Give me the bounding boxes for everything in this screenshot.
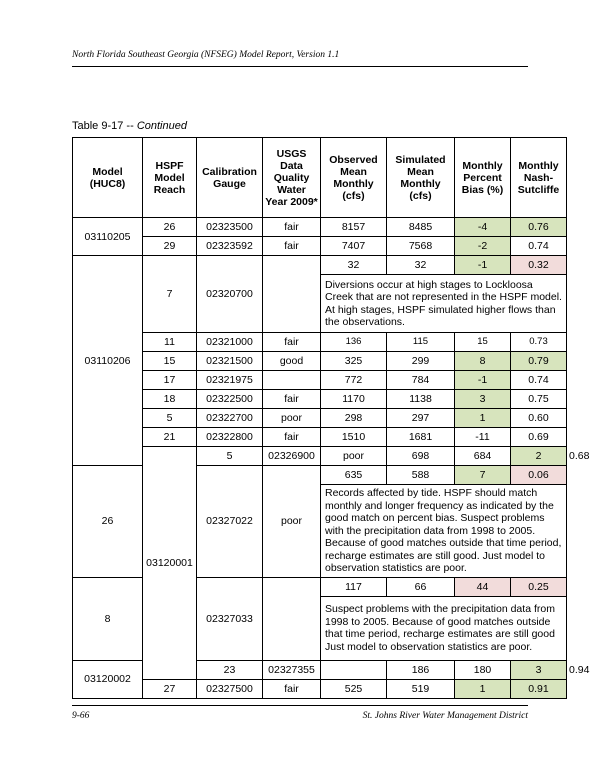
col-header-simulated: Simulated Mean Monthly (cfs) xyxy=(387,138,455,218)
quality-cell: poor xyxy=(263,466,321,578)
simulated-cell: 180 xyxy=(455,660,511,679)
bias-cell: -4 xyxy=(455,218,511,237)
observed-cell: 772 xyxy=(321,371,387,390)
model-cell: 03120002 xyxy=(73,660,143,698)
quality-cell: fair xyxy=(263,679,321,698)
nash-cell: 0.69 xyxy=(511,428,567,447)
table-row xyxy=(73,371,567,390)
nash-cell: 0.91 xyxy=(511,679,567,698)
simulated-cell: 519 xyxy=(387,679,455,698)
observed-cell: 8157 xyxy=(321,218,387,237)
quality-cell xyxy=(263,371,321,390)
bias-cell: -2 xyxy=(455,237,511,256)
gauge-cell: 02327022 xyxy=(197,466,263,578)
bias-cell: 44 xyxy=(455,577,511,596)
gauge-cell: 02322500 xyxy=(197,390,263,409)
page-number: 9-66 xyxy=(72,711,90,721)
observed-cell: 1510 xyxy=(321,428,387,447)
table-row: 03120002 23 02327355 186 180 3 0.94 xyxy=(73,660,567,679)
gauge-cell: 02327500 xyxy=(197,679,263,698)
quality-cell: fair xyxy=(263,218,321,237)
caption-continued: Continued xyxy=(136,120,187,132)
simulated-cell: 66 xyxy=(387,577,455,596)
col-header-quality: USGS Data Quality Water Year 2009* xyxy=(263,138,321,218)
observed-cell: 525 xyxy=(321,679,387,698)
bias-cell: -1 xyxy=(455,256,511,275)
table-row xyxy=(73,237,567,256)
gauge-cell: 02326900 xyxy=(263,447,321,466)
reach-cell: 8 xyxy=(73,577,143,660)
quality-cell: fair xyxy=(263,428,321,447)
bias-cell: 1 xyxy=(455,409,511,428)
observed-cell: 7407 xyxy=(321,237,387,256)
observed-cell: 325 xyxy=(321,352,387,371)
simulated-cell: 297 xyxy=(387,409,455,428)
quality-cell: good xyxy=(263,352,321,371)
nash-cell: 0.79 xyxy=(511,352,567,371)
gauge-cell: 02321500 xyxy=(197,352,263,371)
reach-cell: 11 xyxy=(143,333,197,352)
header-row xyxy=(73,138,567,218)
simulated-cell: 684 xyxy=(455,447,511,466)
bias-cell: 15 xyxy=(455,333,511,352)
quality-cell: poor xyxy=(321,447,387,466)
bias-cell: 2 xyxy=(511,447,567,466)
col-header-gauge: Calibration Gauge xyxy=(197,138,263,218)
reach-cell: 29 xyxy=(143,237,197,256)
reach-cell: 5 xyxy=(143,409,197,428)
gauge-cell: 02321975 xyxy=(197,371,263,390)
bias-cell: 8 xyxy=(455,352,511,371)
reach-cell: 26 xyxy=(143,218,197,237)
reach-cell: 27 xyxy=(143,679,197,698)
quality-cell: fair xyxy=(263,333,321,352)
bias-cell: 3 xyxy=(511,660,567,679)
nash-cell: 0.60 xyxy=(511,409,567,428)
bias-cell: -1 xyxy=(455,371,511,390)
nash-cell: 0.75 xyxy=(511,390,567,409)
gauge-cell: 02327355 xyxy=(263,660,321,679)
reach-cell: 18 xyxy=(143,390,197,409)
gauge-cell: 02323592 xyxy=(197,237,263,256)
observed-cell: 117 xyxy=(321,577,387,596)
nash-cell: 0.06 xyxy=(511,466,567,485)
quality-cell: fair xyxy=(263,237,321,256)
simulated-cell: 115 xyxy=(387,333,455,352)
table-caption xyxy=(72,120,187,132)
gauge-cell: 02323500 xyxy=(197,218,263,237)
reach-cell: 7 xyxy=(143,256,197,333)
model-cell: 03120001 xyxy=(143,447,197,680)
table-row xyxy=(73,333,567,352)
gauge-cell: 02320700 xyxy=(197,256,263,333)
quality-cell: fair xyxy=(263,390,321,409)
table-row: 03120001 5 02326900 poor 698 684 2 0.68 xyxy=(73,447,567,466)
observed-cell: 298 xyxy=(321,409,387,428)
table-row xyxy=(73,256,567,275)
quality-cell xyxy=(321,660,387,679)
nash-cell: 0.74 xyxy=(511,371,567,390)
nash-cell: 0.32 xyxy=(511,256,567,275)
simulated-cell: 1681 xyxy=(387,428,455,447)
gauge-cell: 02322800 xyxy=(197,428,263,447)
caption-prefix: Table 9-17 -- xyxy=(72,120,137,132)
observed-cell: 1170 xyxy=(321,390,387,409)
observed-cell: 635 xyxy=(321,466,387,485)
table-row xyxy=(73,679,567,698)
gauge-cell: 02327033 xyxy=(197,577,263,660)
quality-cell xyxy=(263,577,321,660)
table-row xyxy=(73,218,567,237)
table-row xyxy=(73,352,567,371)
bias-cell: -11 xyxy=(455,428,511,447)
col-header-observed: Observed Mean Monthly (cfs) xyxy=(321,138,387,218)
simulated-cell: 1138 xyxy=(387,390,455,409)
model-cell: 03110206 xyxy=(73,256,143,466)
bias-cell: 1 xyxy=(455,679,511,698)
footer-organization: St. Johns River Water Management District xyxy=(362,711,528,721)
simulated-cell: 32 xyxy=(387,256,455,275)
bias-cell: 3 xyxy=(455,390,511,409)
model-cell: 03110205 xyxy=(73,218,143,256)
calibration-table xyxy=(72,137,590,699)
note-cell: Records affected by tide. HSPF should match monthly and longer frequency as indicated by the good match on percent bias. Suspect problems with the precipitation data from 1998 to 2005. Because of good matches outside that time period, recharge estimates are still good. Just model to observation statistics are poor. xyxy=(321,485,567,578)
table-row xyxy=(73,409,567,428)
gauge-cell: 02321000 xyxy=(197,333,263,352)
simulated-cell: 7568 xyxy=(387,237,455,256)
footer-rule xyxy=(72,705,528,706)
nash-cell: 0.73 xyxy=(511,333,567,352)
col-header-reach: HSPF Model Reach xyxy=(143,138,197,218)
reach-cell: 15 xyxy=(143,352,197,371)
simulated-cell: 8485 xyxy=(387,218,455,237)
nash-cell: 0.74 xyxy=(511,237,567,256)
quality-cell xyxy=(263,256,321,333)
gauge-cell: 02322700 xyxy=(197,409,263,428)
nash-cell: 0.76 xyxy=(511,218,567,237)
quality-cell: poor xyxy=(263,409,321,428)
simulated-cell: 588 xyxy=(387,466,455,485)
header-rule xyxy=(72,66,528,67)
observed-cell: 136 xyxy=(321,333,387,352)
reach-cell: 17 xyxy=(143,371,197,390)
col-header-bias: Monthly Percent Bias (%) xyxy=(455,138,511,218)
bias-cell: 7 xyxy=(455,466,511,485)
report-header: North Florida Southeast Georgia (NFSEG) Model Report, Version 1.1 xyxy=(72,50,340,60)
note-cell: Diversions occur at high stages to Lockloosa Creek that are not represented in the HSPF model. At high stages, HSPF simulated higher flows than the observations. xyxy=(321,275,567,333)
table-row xyxy=(73,428,567,447)
col-header-nash: Monthly Nash-Sutcliffe xyxy=(511,138,567,218)
reach-cell: 23 xyxy=(197,660,263,679)
simulated-cell: 299 xyxy=(387,352,455,371)
table-row xyxy=(73,390,567,409)
observed-cell: 698 xyxy=(387,447,455,466)
simulated-cell: 784 xyxy=(387,371,455,390)
reach-cell: 26 xyxy=(73,466,143,578)
reach-cell: 5 xyxy=(197,447,263,466)
col-header-model: Model (HUC8) xyxy=(73,138,143,218)
note-cell: Suspect problems with the precipitation data from 1998 to 2005. Because of good matches outside that time period, recharge estimates are still good Just model to observation statistics are poor. xyxy=(321,596,567,660)
observed-cell: 32 xyxy=(321,256,387,275)
reach-cell: 21 xyxy=(143,428,197,447)
nash-cell: 0.25 xyxy=(511,577,567,596)
observed-cell: 186 xyxy=(387,660,455,679)
